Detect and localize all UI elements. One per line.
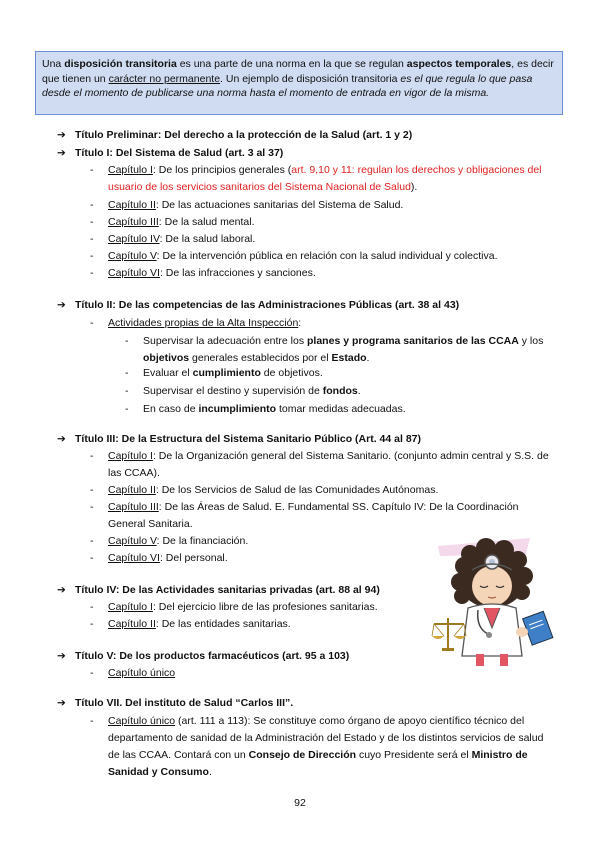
- arrow-icon: ➔: [57, 433, 66, 445]
- chapter-label: Capítulo VI: [108, 267, 160, 279]
- section-title: Título VII. Del instituto de Salud “Carlos III”.: [75, 697, 294, 709]
- item-text: : Del ejercicio libre de las profesiones sanitarias.: [152, 601, 378, 613]
- section-heading: [57, 129, 412, 141]
- arrow-icon: ➔: [57, 697, 66, 709]
- item-bold: objetivos: [143, 352, 190, 364]
- item-text: .: [366, 352, 370, 364]
- arrow-icon: ➔: [57, 584, 66, 596]
- dash-bullet: -: [90, 233, 94, 245]
- doctor-illustration: [430, 536, 560, 666]
- section-heading: [57, 697, 293, 709]
- chapter-label: Capítulo II: [108, 484, 156, 496]
- chapter-label: Capítulo VI: [108, 552, 160, 564]
- item-text: : De la salud mental.: [158, 216, 255, 228]
- chapter-label: Capítulo III: [108, 216, 159, 228]
- item-text: .: [357, 385, 361, 397]
- chapter-label: Capítulo único: [108, 667, 176, 679]
- arrow-icon: ➔: [57, 129, 66, 141]
- dash-bullet: -: [125, 367, 129, 379]
- section-heading: [57, 147, 283, 159]
- arrow-icon: ➔: [57, 299, 66, 311]
- dash-bullet: -: [90, 216, 94, 228]
- item-text: : De la financiación.: [156, 535, 249, 547]
- arrow-icon: ➔: [57, 650, 66, 662]
- activities-label: Actividades propias de la Alta Inspección: [108, 317, 299, 329]
- item-bold: planes y programa sanitarios de las CCAA: [307, 335, 519, 347]
- chapter-label: Capítulo I: [108, 601, 153, 613]
- item-text: : De los principios generales (: [152, 164, 292, 176]
- chapter-label: Capítulo III: [108, 501, 159, 513]
- item-text: : De las actuaciones sanitarias del Sistema de Salud.: [155, 199, 404, 211]
- item-bold: Estado: [331, 352, 367, 364]
- item-bold: fondos: [322, 385, 358, 397]
- dash-bullet: -: [90, 484, 94, 496]
- item-text: y los: [518, 335, 544, 347]
- note-term: aspectos temporales: [406, 58, 512, 70]
- arrow-icon: ➔: [57, 147, 66, 159]
- highlighted-text: art. 9,10 y 11: regulan los derechos y obligaciones del usuario de los servicios sanitarios del Sistema Nacional de Salud: [108, 164, 542, 193]
- dash-bullet: -: [90, 317, 94, 329]
- dash-bullet: -: [90, 501, 94, 513]
- chapter-label: Capítulo único: [108, 715, 176, 727]
- chapter-label: Capítulo V: [108, 250, 157, 262]
- item-text: Evaluar el: [143, 367, 193, 379]
- section-title: Título IV: De las Actividades sanitarias privadas (art. 88 al 94): [75, 584, 380, 596]
- section-title: Título Preliminar: Del derecho a la protección de la Salud (art. 1 y 2): [75, 129, 413, 141]
- item-text: Supervisar el destino y supervisión de: [143, 385, 323, 397]
- dash-bullet: -: [90, 601, 94, 613]
- item-text: : De la Organización general del Sistema Sanitario. (conjunto admin central y S.S. de las CCAA).: [108, 450, 549, 479]
- note-underlined: carácter no permanente: [108, 72, 221, 85]
- item-bold: cumplimiento: [192, 367, 261, 379]
- item-text: : De la salud laboral.: [159, 233, 256, 245]
- dash-bullet: -: [90, 552, 94, 564]
- section-heading: [57, 299, 459, 311]
- dash-bullet: -: [90, 715, 94, 727]
- page-number: 92: [294, 797, 306, 809]
- section-title: Título V: De los productos farmacéuticos (art. 95 a 103): [75, 650, 350, 662]
- note-text: , es decir que tienen un: [42, 58, 554, 85]
- dash-bullet: -: [90, 250, 94, 262]
- dash-bullet: -: [90, 267, 94, 279]
- item-text: de objetivos.: [260, 367, 323, 379]
- item-text: : De las entidades sanitarias.: [155, 618, 291, 630]
- book-icon: [523, 611, 553, 645]
- item-text: : De los Servicios de Salud de las Comunidades Autónomas.: [155, 484, 439, 496]
- face-shape: [472, 566, 512, 606]
- chapter-label: Capítulo V: [108, 535, 157, 547]
- dash-bullet: -: [90, 618, 94, 630]
- section-heading: [57, 433, 421, 445]
- dash-bullet: -: [90, 667, 94, 679]
- dash-bullet: -: [125, 385, 129, 397]
- item-text: En caso de: [143, 403, 199, 415]
- item-text: generales establecidos por el: [189, 352, 332, 364]
- dash-bullet: -: [90, 164, 94, 176]
- dash-bullet: -: [125, 335, 129, 347]
- chapter-label: Capítulo I: [108, 450, 153, 462]
- section-heading: [57, 650, 349, 662]
- dash-bullet: -: [90, 535, 94, 547]
- item-text: (art. 111 a 113): Se constituye como órgano de apoyo científico técnico del departamento de sanidad de la Administración del Estado y de los distintos servicios de salud de las CCAA. Contará con un: [108, 715, 544, 761]
- item-text: : De las Áreas de Salud. E. Fundamental SS. Capítulo IV: De la Coordinación General Sanitaria.: [108, 501, 519, 530]
- note-example: es el que regula lo que pasa desde el momento de publicarse una norma hasta el momento de entrada en vigor de la misma.: [42, 72, 533, 99]
- note-text: Una: [42, 58, 65, 70]
- item-text: :: [298, 317, 302, 329]
- item-bold: Consejo de Dirección: [248, 749, 357, 761]
- item-text: .: [208, 766, 212, 778]
- item-text: Supervisar la adecuación entre los: [143, 335, 308, 347]
- item-text: cuyo Presidente será el: [356, 749, 472, 761]
- item-text: : De las infracciones y sanciones.: [159, 267, 316, 279]
- item-text: ).: [410, 181, 418, 193]
- chapter-label: Capítulo II: [108, 199, 156, 211]
- note-text: . Un ejemplo de disposición transitoria: [220, 72, 401, 85]
- dash-bullet: -: [90, 199, 94, 211]
- note-term: disposición transitoria: [64, 58, 177, 70]
- item-text: tomar medidas adecuadas.: [276, 403, 406, 415]
- item-text: : Del personal.: [159, 552, 228, 564]
- section-heading: [57, 584, 380, 596]
- section-title: Título II: De las competencias de las Administraciones Públicas (art. 38 al 43): [75, 299, 460, 311]
- chapter-label: Capítulo IV: [108, 233, 160, 245]
- definition-callout: [35, 51, 563, 115]
- item-text: : De la intervención pública en relación con la salud individual y colectiva.: [156, 250, 498, 262]
- note-text: es una parte de una norma en la que se regulan: [176, 58, 407, 70]
- chapter-label: Capítulo I: [108, 164, 153, 176]
- section-title: Título I: Del Sistema de Salud (art. 3 al 37): [75, 147, 284, 159]
- section-title: Título III: De la Estructura del Sistema Sanitario Público (Art. 44 al 87): [75, 433, 422, 445]
- dash-bullet: -: [90, 450, 94, 462]
- dash-bullet: -: [125, 403, 129, 415]
- item-bold: incumplimiento: [198, 403, 277, 415]
- item-bold: Ministro de Sanidad y Consumo: [108, 749, 528, 778]
- chapter-label: Capítulo II: [108, 618, 156, 630]
